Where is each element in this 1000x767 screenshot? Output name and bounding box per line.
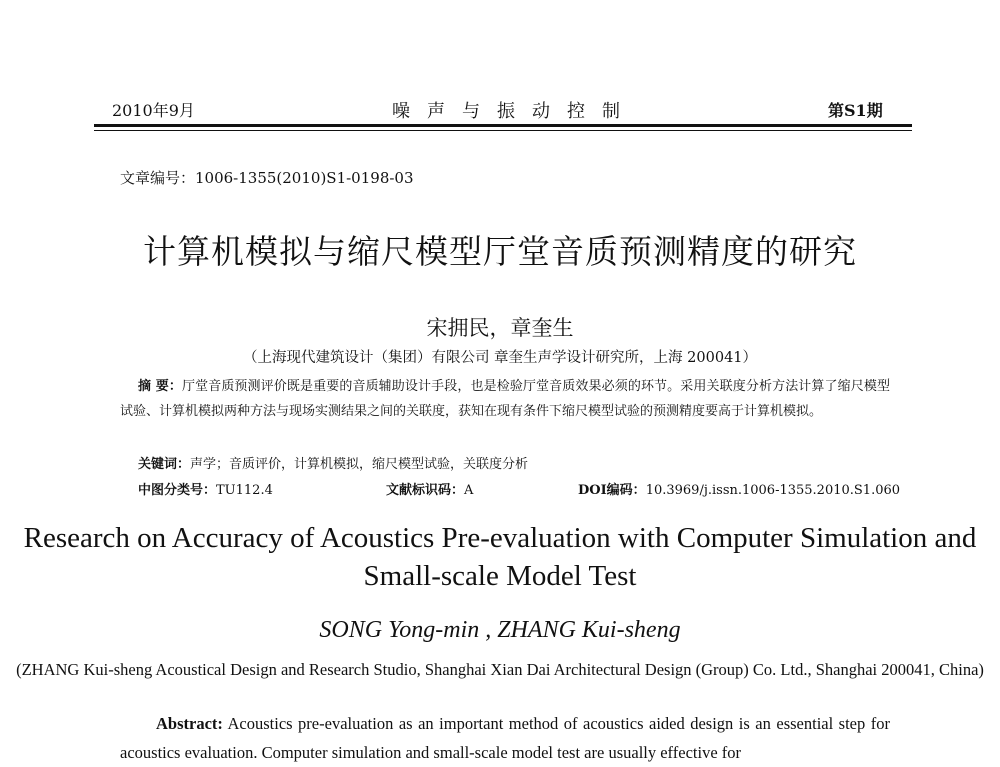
clc-number [138,479,273,498]
document-code [386,479,473,498]
english-title: Research on Accuracy of Acoustics Pre-evaluation with Computer Simulation and Small-scale Model Test [23,522,977,592]
clc-label: 中图分类号： [138,483,217,498]
english-abstract-label: Abstract: [156,714,223,733]
clc-text: TU112.4 [216,483,273,498]
doi-text: 10.3969/j.issn.1006-1355.2010.S1.060 [645,483,901,498]
keywords-label: 关键词： [138,457,191,472]
chinese-title: 计算机模拟与缩尺模型厅堂音质预测精度的研究 [143,232,857,271]
chinese-keywords [138,453,528,472]
english-abstract [120,709,890,767]
chinese-authors: 宋拥民，章奎生 [426,316,574,340]
chinese-affiliation: （上海现代建筑设计（集团）有限公司 章奎生声学设计研究所，上海 200041） [242,350,758,366]
header-issue: 第S1期 [828,101,883,120]
document-code-text: A [464,483,474,498]
article-number: 文章编号：1006-1355(2010)S1-0198-03 [120,169,414,187]
doi [578,479,900,498]
document-code-label: 文献标识码： [386,483,465,498]
chinese-abstract-text: 厅堂音质预测评价既是重要的音质辅助设计手段，也是检验厅堂音质效果必须的环节。采用关联度分析方法计算了缩尺模型试验、计算机模拟两种方法与现场实测结果之间的关联度，获知在现有条件下缩尺模型试验的预测精度要高于计算机模拟。 [120,379,890,419]
header-rule-thick [94,124,912,127]
keywords-text: 声学；音质评价，计算机模拟，缩尺模型试验，关联度分析 [190,457,529,472]
chinese-abstract-label: 摘 要： [138,379,182,394]
english-abstract-text: Acoustics pre-evaluation as an important method of acoustics aided design is an essential step for acoustics evaluation. Computer simulation and small-scale model test are usually effective for [120,714,890,762]
header-journal-name: 噪声与振动控制 [392,101,637,122]
english-affiliation: (ZHANG Kui-sheng Acoustical Design and Research Studio, Shanghai Xian Dai Architectural Design (Group) Co. Ltd., Shanghai 200041, China) [16,660,984,679]
doi-label: DOI编码： [578,483,646,498]
header-rule-thin [94,130,912,131]
header-date: 2010年9月 [112,101,195,120]
english-authors: SONG Yong-min , ZHANG Kui-sheng [319,617,681,643]
chinese-abstract [120,374,890,424]
